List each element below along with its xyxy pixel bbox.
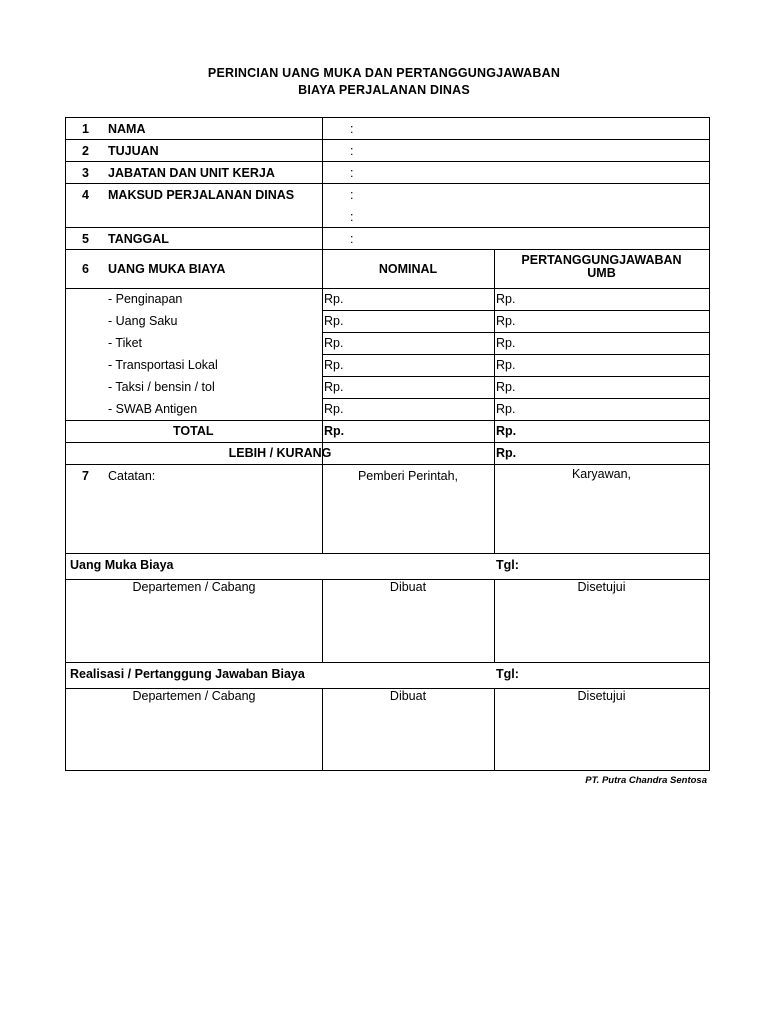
item-label-tiket: - Tiket bbox=[108, 336, 143, 350]
field-label-jabatan: JABATAN DAN UNIT KERJA bbox=[108, 166, 275, 180]
field-label-tanggal: TANGGAL bbox=[108, 232, 169, 246]
form-table bbox=[65, 117, 710, 771]
column-divider bbox=[322, 118, 323, 553]
item-nominal[interactable]: Rp. bbox=[324, 336, 344, 350]
advance-date-label[interactable]: Tgl: bbox=[496, 558, 519, 572]
item-resp[interactable]: Rp. bbox=[496, 292, 516, 306]
field-value-maksud[interactable]: : bbox=[350, 188, 354, 202]
realization-approved-label: Disetujui bbox=[577, 689, 626, 703]
field-number: 3 bbox=[82, 166, 89, 180]
advance-label: Uang Muka Biaya bbox=[70, 558, 174, 572]
row-divider bbox=[66, 464, 709, 465]
field-label-maksud: MAKSUD PERJALANAN DINAS bbox=[108, 188, 295, 202]
item-label-penginapan: - Penginapan bbox=[108, 292, 183, 306]
item-label-uang-saku: - Uang Saku bbox=[108, 314, 178, 328]
field-number: 4 bbox=[82, 188, 89, 202]
item-nominal[interactable]: Rp. bbox=[324, 292, 344, 306]
col-header-nominal: NOMINAL bbox=[378, 262, 438, 276]
item-label-taksi: - Taksi / bensin / tol bbox=[108, 380, 215, 394]
notes-label: Catatan: bbox=[108, 469, 156, 483]
total-label: TOTAL bbox=[173, 424, 214, 438]
realization-date-label[interactable]: Tgl: bbox=[496, 667, 519, 681]
item-resp[interactable]: Rp. bbox=[496, 402, 516, 416]
row-divider bbox=[66, 139, 709, 140]
item-resp[interactable]: Rp. bbox=[496, 336, 516, 350]
row-divider bbox=[322, 354, 709, 355]
item-resp[interactable]: Rp. bbox=[496, 380, 516, 394]
difference-resp[interactable]: Rp. bbox=[496, 446, 517, 460]
advance-approved-label: Disetujui bbox=[577, 580, 626, 594]
total-nominal[interactable]: Rp. bbox=[324, 424, 345, 438]
row-divider bbox=[66, 161, 709, 162]
signature-giver-label: Pemberi Perintah, bbox=[357, 469, 459, 483]
item-label-swab: - SWAB Antigen bbox=[108, 402, 198, 416]
form-title-line1: PERINCIAN UANG MUKA DAN PERTANGGUNGJAWABAN bbox=[207, 66, 561, 80]
field-number: 1 bbox=[82, 122, 89, 136]
field-number: 7 bbox=[82, 469, 89, 483]
row-divider bbox=[66, 288, 709, 289]
field-label-tujuan: TUJUAN bbox=[108, 144, 159, 158]
item-nominal[interactable]: Rp. bbox=[324, 314, 344, 328]
field-number: 6 bbox=[82, 262, 89, 276]
field-value-maksud-line2[interactable]: : bbox=[350, 210, 354, 224]
item-resp[interactable]: Rp. bbox=[496, 314, 516, 328]
item-resp[interactable]: Rp. bbox=[496, 358, 516, 372]
row-divider bbox=[322, 376, 709, 377]
signature-employee-label: Karyawan, bbox=[571, 467, 632, 481]
field-number: 2 bbox=[82, 144, 89, 158]
umb-label: UANG MUKA BIAYA bbox=[108, 262, 226, 276]
form-title-line2: BIAYA PERJALANAN DINAS bbox=[298, 83, 470, 97]
item-nominal[interactable]: Rp. bbox=[324, 380, 344, 394]
row-divider bbox=[66, 227, 709, 228]
item-nominal[interactable]: Rp. bbox=[324, 402, 344, 416]
col-header-resp-line1: PERTANGGUNGJAWABAN bbox=[521, 253, 682, 267]
row-divider bbox=[66, 420, 709, 421]
company-footer: PT. Putra Chandra Sentosa bbox=[585, 775, 707, 786]
advance-made-label: Dibuat bbox=[389, 580, 427, 594]
advance-dept-label: Departemen / Cabang bbox=[132, 580, 256, 594]
field-value-nama[interactable]: : bbox=[350, 122, 354, 136]
col-header-resp-line2: UMB bbox=[587, 266, 616, 280]
row-divider bbox=[322, 332, 709, 333]
column-divider bbox=[494, 249, 495, 553]
item-label-transportasi: - Transportasi Lokal bbox=[108, 358, 218, 372]
total-resp[interactable]: Rp. bbox=[496, 424, 517, 438]
row-divider bbox=[322, 398, 709, 399]
row-divider bbox=[322, 310, 709, 311]
difference-label: LEBIH / KURANG bbox=[228, 446, 332, 460]
realization-dept-label: Departemen / Cabang bbox=[132, 689, 256, 703]
realization-made-label: Dibuat bbox=[389, 689, 427, 703]
field-value-tanggal[interactable]: : bbox=[350, 232, 354, 246]
field-value-jabatan[interactable]: : bbox=[350, 166, 354, 180]
item-nominal[interactable]: Rp. bbox=[324, 358, 344, 372]
realization-label: Realisasi / Pertanggung Jawaban Biaya bbox=[70, 667, 305, 681]
row-divider bbox=[66, 183, 709, 184]
row-divider bbox=[66, 662, 709, 663]
row-divider bbox=[66, 249, 709, 250]
field-number: 5 bbox=[82, 232, 89, 246]
field-value-tujuan[interactable]: : bbox=[350, 144, 354, 158]
field-label-nama: NAMA bbox=[108, 122, 146, 136]
row-divider bbox=[66, 553, 709, 554]
row-divider bbox=[66, 442, 709, 443]
